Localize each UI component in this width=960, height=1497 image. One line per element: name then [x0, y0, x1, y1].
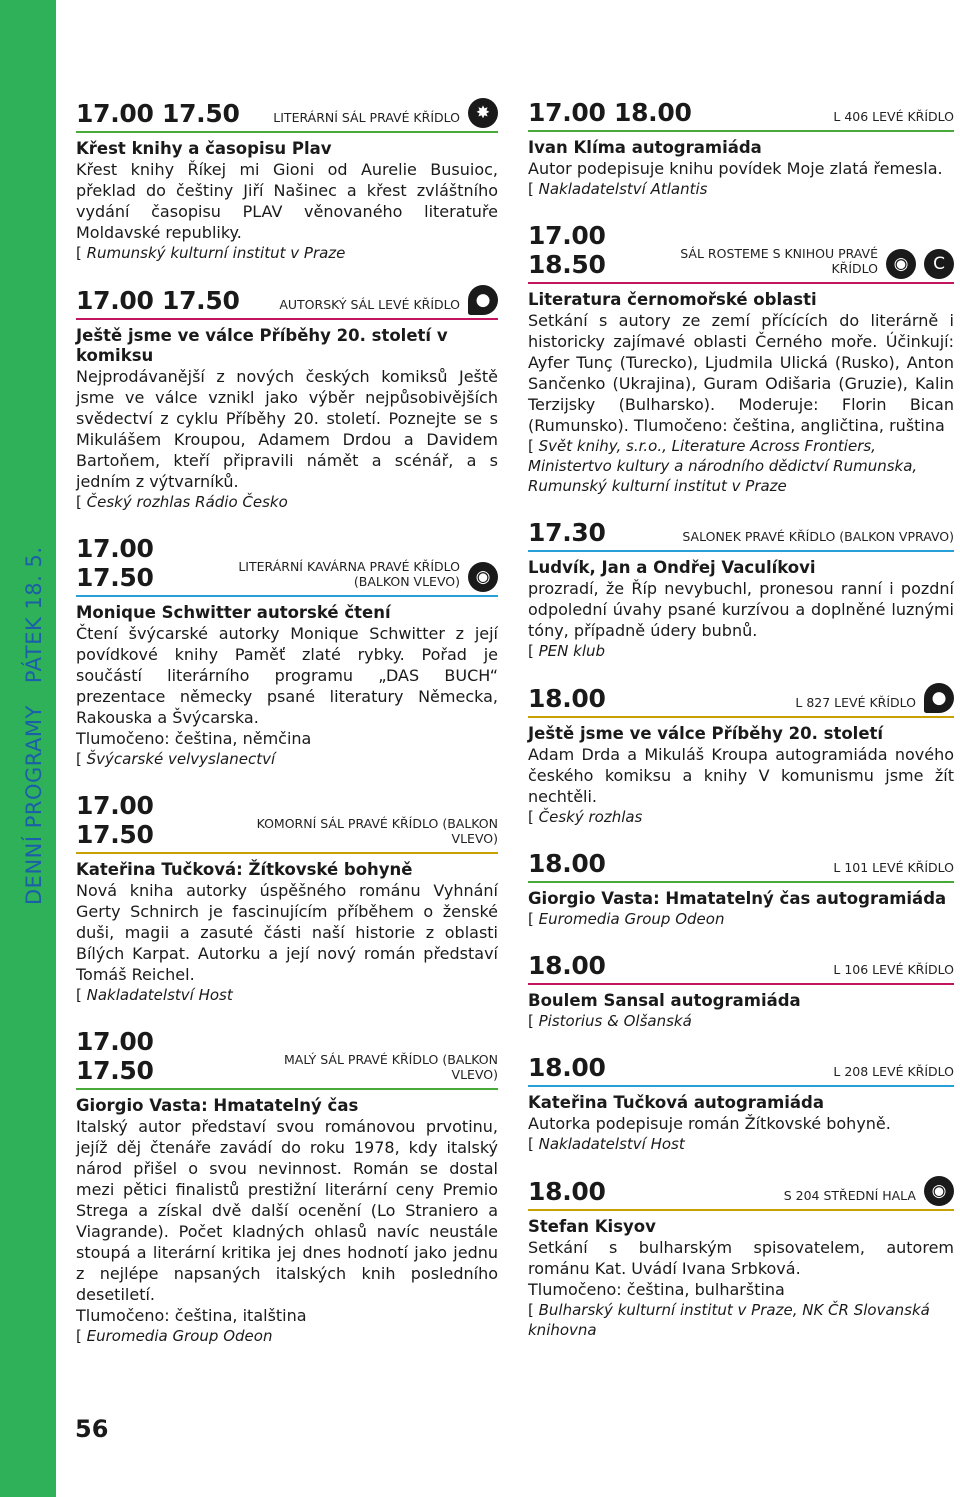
- event-time: 17.00 17.50: [76, 99, 240, 128]
- event-room: SÁL ROSTEME S KNIHOU PRAVÉ KŘÍDLO: [680, 246, 878, 276]
- reading-icon: ◉: [886, 249, 916, 279]
- room-row: [265, 98, 498, 128]
- time-line: [528, 518, 954, 552]
- event-description: Křest knihy Říkej mi Gioni od Aurelie Busuioc, překlad do češtiny Jiří Našinec a křest zvláštního vydání časopisu PLAV věnovaného literatuře Moldavské republiky.: [76, 160, 498, 242]
- event-time: 17.00 18.00: [528, 98, 692, 127]
- event-room: S 204 STŘEDNÍ HALA: [783, 1188, 916, 1203]
- bracket-mark: [: [76, 244, 87, 262]
- organizer-name: Český rozhlas Rádio Česko: [86, 493, 288, 511]
- event-title: Stefan Kisyov: [528, 1217, 656, 1236]
- bracket-mark: [: [528, 910, 539, 928]
- event-room: KOMORNÍ SÁL PRAVÉ KŘÍDLO (BALKON VLEVO): [256, 816, 498, 846]
- event-description: Nejprodávanější z nových českých komiksů Ještě jsme ve válce vznikl jako výběr nejpůsobivějších svědectví z cyklu Příběhy 20. století. Poznejte se s Mikulášem Kroupou, Adamem Drdou a Davidem Bartoňem, kteří připravili námět a scénář, a s jedním z výtvarníků.: [76, 367, 498, 491]
- event-room: L 101 LEVÉ KŘÍDLO: [833, 860, 954, 875]
- sidebar-heading: [22, 546, 46, 905]
- event-time: 17.00 17.50: [76, 534, 154, 592]
- event-title: Křest knihy a časopisu Plav: [76, 139, 332, 158]
- event-organizer: [76, 243, 498, 263]
- day-label: PÁTEK 18. 5.: [22, 546, 46, 684]
- event-organizer: [76, 492, 498, 512]
- event-description: Autorka podepisuje román Žítkovské bohyně.: [528, 1114, 891, 1133]
- event-room: SALONEK PRAVÉ KŘÍDLO (BALKON VPRAVO): [682, 529, 954, 544]
- event-description: Nová kniha autorky úspěšného románu Vyhnání Gerty Schnirch je fascinujícím příběhem o ženské duši, magii a zasuté části naší historie z oblasti Bílých Karpat. Autorku a její nový román představí Tomáš Reichel.: [76, 881, 498, 984]
- time-line: [76, 285, 498, 320]
- event-item: [528, 98, 954, 199]
- event-time: 18.00: [528, 684, 606, 713]
- room-row: [787, 683, 954, 713]
- organizer-name: Český rozhlas: [538, 808, 643, 826]
- time-line: [76, 534, 498, 597]
- organizer-name: Švýcarské velvyslanectví: [86, 750, 276, 768]
- event-title: Monique Schwitter autorské čtení: [76, 603, 391, 622]
- event-item: [528, 1053, 954, 1154]
- event-description: prozradí, že Říp nevybuchl, pronesou ranní i pozdní odpolední úvahy psané kurzívou a doplněné luznými tóny, případně údery bubnů.: [528, 579, 954, 640]
- event-organizer: [528, 807, 954, 827]
- event-item: [76, 791, 498, 1005]
- event-description: Italský autor představí svou románovou prvotinu, jejíž děj čtenáře zavádí do roku 1978, kdy italský národ přišel o svou nevinnost. Román se dostal mezi pětici finalistů prestižní literární ceny Premio Strega a získal dvě další ocenění (Lo Straniero a Viagrande). Počet kladných ohlasů navíc neustále stoupá a literární kritika jej dnes hodnotí jako jednu z nejlépe napsaných italských knih posledního desetiletí.: [76, 1117, 498, 1304]
- event-item: [528, 1176, 954, 1340]
- reading-icon: ◉: [468, 562, 498, 592]
- bracket-mark: [: [528, 437, 539, 455]
- event-title: Ještě jsme ve válce Příběhy 20. století v komiksu: [76, 326, 448, 365]
- organizer-name: Nakladatelství Atlantis: [538, 180, 708, 198]
- event-item: [528, 221, 954, 496]
- event-item: [76, 98, 498, 263]
- event-title: Ludvík, Jan a Ondřej Vaculíkovi: [528, 558, 816, 577]
- event-room: L 106 LEVÉ KŘÍDLO: [833, 962, 954, 977]
- c-logo-icon: C: [924, 249, 954, 279]
- event-time: 17.00 17.50: [76, 1027, 154, 1085]
- event-item: [528, 849, 954, 929]
- bracket-mark: [: [528, 180, 539, 198]
- bracket-mark: [: [76, 493, 87, 511]
- event-time: 17.00 17.50: [76, 286, 240, 315]
- event-organizer: [76, 985, 498, 1005]
- event-item: [76, 285, 498, 512]
- time-line: [528, 221, 954, 284]
- event-room: LITERÁRNÍ KAVÁRNA PRAVÉ KŘÍDLO (BALKON VLEVO): [238, 559, 460, 589]
- event-item: [528, 951, 954, 1031]
- event-time: 18.00: [528, 849, 606, 878]
- time-line: [76, 791, 498, 854]
- event-time: 17.30: [528, 518, 606, 547]
- event-item: [76, 1027, 498, 1346]
- bracket-mark: [: [76, 1327, 87, 1345]
- page-number: 56: [75, 1415, 109, 1443]
- room-row: [674, 529, 954, 547]
- event-interpretation: Tlumočeno: čeština, němčina: [76, 729, 312, 748]
- event-title: Boulem Sansal autogramiáda: [528, 991, 801, 1010]
- time-line: [76, 1027, 498, 1090]
- event-item: [76, 534, 498, 769]
- star-icon: ✸: [468, 98, 498, 128]
- event-time: 17.00 17.50: [76, 791, 154, 849]
- room-row: [669, 246, 954, 279]
- event-title: Giorgio Vasta: Hmatatelný čas: [76, 1096, 359, 1115]
- event-time: 18.00: [528, 951, 606, 980]
- room-row: [825, 1064, 954, 1082]
- event-room: L 827 LEVÉ KŘÍDLO: [795, 695, 916, 710]
- event-organizer: [76, 749, 498, 769]
- organizer-name: Nakladatelství Host: [538, 1135, 685, 1153]
- bracket-mark: [: [528, 808, 539, 826]
- event-title: Ještě jsme ve válce Příběhy 20. století: [528, 724, 884, 743]
- event-time: 18.00: [528, 1177, 606, 1206]
- event-description: Autor podepisuje knihu povídek Moje zlatá řemesla.: [528, 159, 943, 178]
- time-line: [528, 1053, 954, 1087]
- room-row: [271, 285, 498, 315]
- event-organizer: [528, 641, 954, 661]
- room-row: [225, 816, 498, 849]
- event-description: Setkání s autory ze zemí přícících do literárně i historicky zajímavé oblasti Černého moře. Účinkují: Ayfer Tunç (Turecko), Ljudmila Ulická (Rusko), Anton Sančenko (Ukrajina), Guram Odišaria (Gruzie), Kalin Terzijsky (Bulharsko). Moderuje: Florin Bican (Rumunsko). Tlumočeno: čeština, angličtina, ruština: [528, 311, 954, 435]
- room-row: [234, 1052, 498, 1085]
- event-description: Čtení švýcarské autorky Monique Schwitter z její povídkové knihy Paměť zlaté rybky. Pořad je součástí literárního programu „DAS BUCH“ prezentace německy psané literatury Německa, Rakouska a Švýcarska.: [76, 624, 498, 727]
- organizer-name: Svět knihy, s.r.o., Literature Across Frontiers, Ministertvo kultury a národního dědictví Rumunska, Rumunský kulturní institut v Praze: [528, 437, 918, 495]
- event-title: Ivan Klíma autogramiáda: [528, 138, 762, 157]
- event-title: Giorgio Vasta: Hmatatelný čas autogramiáda: [528, 889, 947, 908]
- event-interpretation: Tlumočeno: čeština, bulharština: [528, 1280, 785, 1299]
- event-room: L 208 LEVÉ KŘÍDLO: [833, 1064, 954, 1079]
- organizer-name: Bulharský kulturní institut v Praze, NK ČR Slovanská knihovna: [528, 1301, 930, 1339]
- room-row: [825, 109, 954, 127]
- bracket-mark: [: [528, 1301, 539, 1319]
- event-organizer: [528, 909, 954, 929]
- organizer-name: Pistorius & Olšanská: [538, 1012, 692, 1030]
- event-organizer: [76, 1326, 498, 1346]
- bracket-mark: [: [528, 642, 539, 660]
- time-line: [528, 1176, 954, 1211]
- room-row: [825, 962, 954, 980]
- room-row: [204, 559, 498, 592]
- right-column: [528, 98, 954, 1362]
- event-room: L 406 LEVÉ KŘÍDLO: [833, 109, 954, 124]
- organizer-name: Euromedia Group Odeon: [538, 910, 725, 928]
- event-title: Kateřina Tučková autogramiáda: [528, 1093, 825, 1112]
- time-line: [528, 98, 954, 132]
- event-room: AUTORSKÝ SÁL LEVÉ KŘÍDLO: [279, 297, 460, 312]
- room-row: [825, 860, 954, 878]
- section-label: DENNÍ PROGRAMY: [22, 705, 46, 905]
- event-description: Setkání s bulharským spisovatelem, autorem románu Kat. Uvádí Ivana Srbková.: [528, 1238, 954, 1278]
- event-title: Kateřina Tučková: Žítkovské bohyně: [76, 860, 413, 879]
- reading-icon: ◉: [924, 1176, 954, 1206]
- speech-icon: ●: [468, 285, 498, 315]
- event-interpretation: Tlumočeno: čeština, italština: [76, 1306, 307, 1325]
- bracket-mark: [: [528, 1012, 539, 1030]
- bracket-mark: [: [528, 1135, 539, 1153]
- time-line: [76, 98, 498, 133]
- bracket-mark: [: [76, 750, 87, 768]
- time-line: [528, 683, 954, 718]
- event-item: [528, 683, 954, 827]
- event-time: 18.00: [528, 1053, 606, 1082]
- event-description: Adam Drda a Mikuláš Kroupa autogramiáda nového českého komiksu a knihy V komunismu jsme žít nechtěli.: [528, 745, 954, 806]
- time-line: [528, 849, 954, 883]
- event-organizer: [528, 436, 954, 496]
- speech-icon: ●: [924, 683, 954, 713]
- event-organizer: [528, 1011, 954, 1031]
- room-row: [776, 1176, 954, 1206]
- event-organizer: [528, 179, 954, 199]
- left-column: [76, 98, 498, 1368]
- bracket-mark: [: [76, 986, 87, 1004]
- organizer-name: Euromedia Group Odeon: [86, 1327, 273, 1345]
- event-organizer: [528, 1134, 954, 1154]
- event-item: [528, 518, 954, 661]
- event-room: LITERÁRNÍ SÁL PRAVÉ KŘÍDLO: [273, 110, 460, 125]
- time-line: [528, 951, 954, 985]
- event-organizer: [528, 1300, 954, 1340]
- event-room: MALÝ SÁL PRAVÉ KŘÍDLO (BALKON VLEVO): [284, 1052, 498, 1082]
- event-time: 17.00 18.50: [528, 221, 606, 279]
- event-title: Literatura černomořské oblasti: [528, 290, 817, 309]
- organizer-name: PEN klub: [538, 642, 606, 660]
- organizer-name: Rumunský kulturní institut v Praze: [86, 244, 346, 262]
- organizer-name: Nakladatelství Host: [86, 986, 233, 1004]
